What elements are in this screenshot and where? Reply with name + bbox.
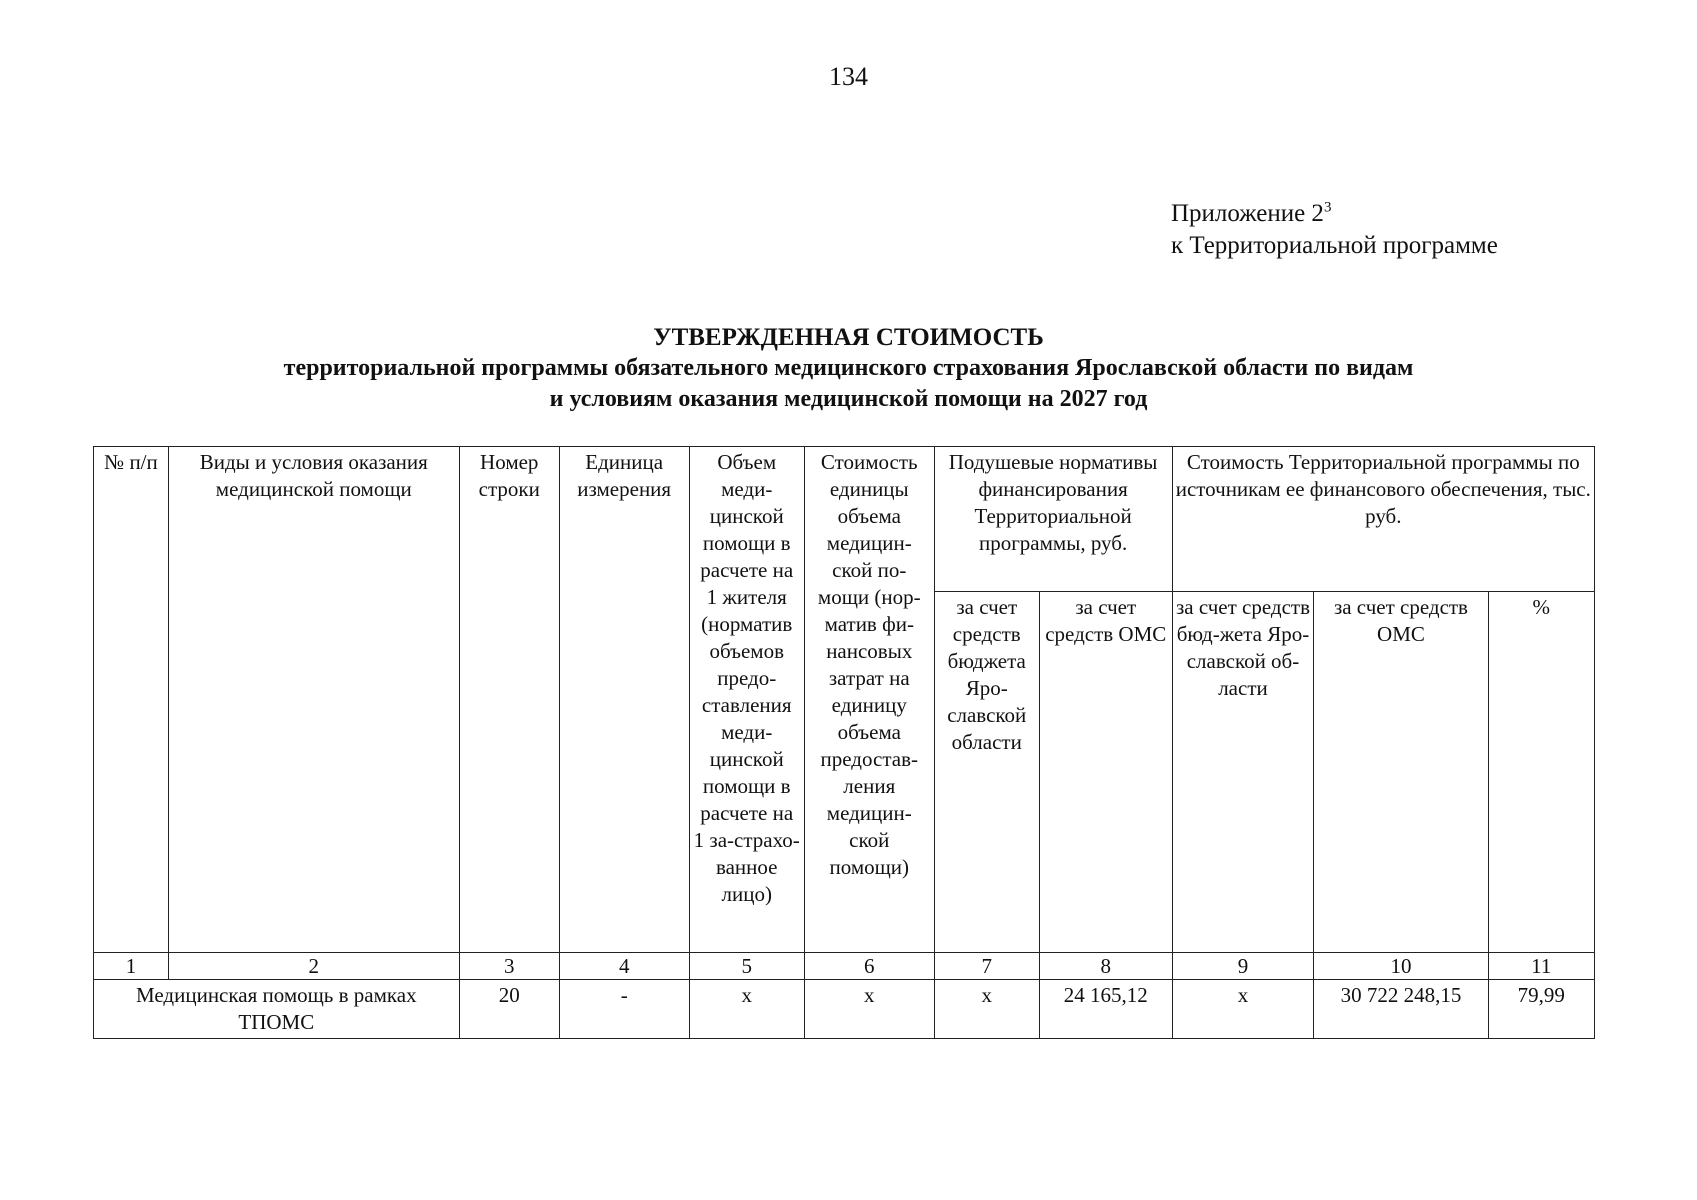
column-number: 8 xyxy=(1039,953,1172,980)
column-number: 2 xyxy=(168,953,459,980)
header-number: № п/п xyxy=(94,447,169,953)
header-per-capita-group: Подушевые нормативы финансирования Территориальной программы, руб. xyxy=(934,447,1172,592)
header-per-capita-oms: за счет средств ОМС xyxy=(1039,592,1172,953)
cost-table xyxy=(93,446,1595,1039)
header-types: Виды и условия оказания медицинской помощи xyxy=(168,447,459,953)
column-number: 6 xyxy=(804,953,934,980)
row-per-capita-budget: х xyxy=(934,980,1039,1039)
row-cost-oms: 30 722 248,15 xyxy=(1314,980,1488,1039)
header-unit-cost: Стоимость единицы объема медицин-ской по-мощи (нор-матив фи-нансовых затрат на единицу объема предостав-ления медицин-ской помощи) xyxy=(804,447,934,953)
table-row xyxy=(94,980,1595,1039)
header-cost-group: Стоимость Территориальной программы по источникам ее финансового обеспечения, тыс. руб. xyxy=(1172,447,1594,592)
row-name: Медицинская помощь в рамках ТПОМС xyxy=(94,980,460,1039)
row-unit-cost: х xyxy=(804,980,934,1039)
header-unit: Единица измерения xyxy=(559,447,689,953)
row-volume: х xyxy=(689,980,804,1039)
column-number-row xyxy=(94,953,1595,980)
header-cost-budget: за счет средств бюд-жета Яро-славской об-ласти xyxy=(1172,592,1314,953)
title-line-3: и условиям оказания медицинской помощи на 2027 год xyxy=(549,386,1148,412)
page-number: 134 xyxy=(829,62,868,91)
column-number: 1 xyxy=(94,953,169,980)
document-title xyxy=(0,322,1697,415)
column-number: 4 xyxy=(559,953,689,980)
row-cost-budget: х xyxy=(1172,980,1314,1039)
column-number: 5 xyxy=(689,953,804,980)
column-number: 9 xyxy=(1172,953,1314,980)
title-main: УТВЕРЖДЕННАЯ СТОИМОСТЬ xyxy=(653,324,1044,351)
column-number: 7 xyxy=(934,953,1039,980)
column-number: 3 xyxy=(459,953,559,980)
header-row-number: Номер строки xyxy=(459,447,559,953)
row-number-cell: 20 xyxy=(459,980,559,1039)
header-percent: % xyxy=(1488,592,1594,953)
column-number: 11 xyxy=(1488,953,1594,980)
header-cost-oms: за счет средств ОМС xyxy=(1314,592,1488,953)
appendix-superscript: 3 xyxy=(1323,199,1332,216)
header-volume: Объем меди-цинской помощи в расчете на 1 жителя (норматив объемов предо-ставления меди-цинской помощи в расчете на 1 за-страхо-ванное лицо) xyxy=(689,447,804,953)
row-unit: - xyxy=(559,980,689,1039)
appendix-reference xyxy=(1171,198,1498,262)
appendix-line-2: к Территориальной программе xyxy=(1171,232,1498,259)
column-number: 10 xyxy=(1314,953,1488,980)
row-percent: 79,99 xyxy=(1488,980,1594,1039)
header-row-top xyxy=(94,447,1595,592)
row-per-capita-oms: 24 165,12 xyxy=(1039,980,1172,1039)
appendix-line-1: Приложение $2^3$ xyxy=(1171,199,1332,227)
title-line-2: территориальной программы обязательного медицинского страхования Ярославской области по видам xyxy=(283,355,1414,381)
header-per-capita-budget: за счет средств бюджета Яро-славской области xyxy=(934,592,1039,953)
